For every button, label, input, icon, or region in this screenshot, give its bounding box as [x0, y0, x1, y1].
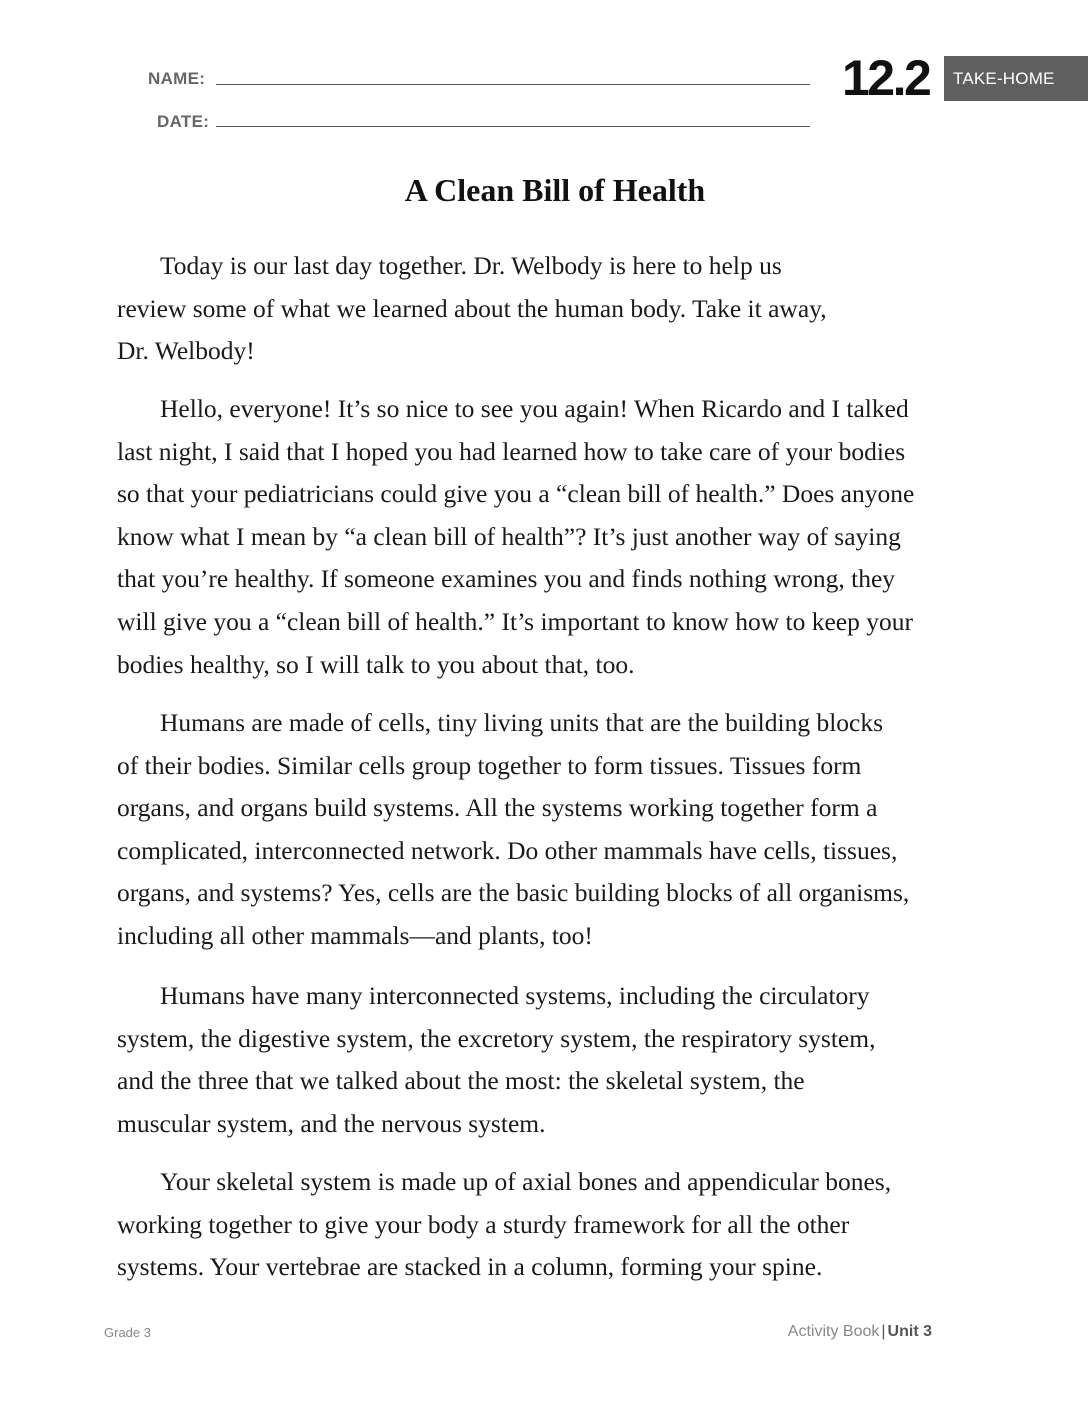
text-line: that you’re healthy. If someone examines you and finds nothing wrong, they: [117, 564, 896, 594]
footer-book-unit: [788, 1323, 932, 1341]
text-line: and the three that we talked about the most: the skeletal system, the: [117, 1066, 805, 1096]
text-line: muscular system, and the nervous system.: [117, 1108, 546, 1138]
text-line: Humans have many interconnected systems, including the circulatory: [160, 981, 870, 1010]
text-line: so that your pediatricians could give you a “clean bill of health.” Does anyone: [117, 479, 915, 509]
paragraph-5: [117, 1161, 1007, 1289]
text-line: Today is our last day together. Dr. Welbody is here to help us: [160, 251, 782, 280]
footer-book: Activity Book: [787, 1323, 880, 1340]
text-line: review some of what we learned about the human body. Take it away,: [117, 293, 827, 323]
text-line: organs, and organs build systems. All the systems working together form a: [117, 793, 878, 823]
footer-separator: |: [881, 1323, 886, 1340]
text-line: working together to give your body a sturdy framework for all the other: [117, 1209, 850, 1239]
text-line: Humans are made of cells, tiny living units that are the building blocks: [160, 708, 884, 737]
text-line: know what I mean by “a clean bill of health”? It’s just another way of saying: [117, 521, 901, 551]
text-line: Dr. Welbody!: [117, 336, 255, 366]
paragraph-2: [117, 388, 1007, 686]
date-line[interactable]: [216, 126, 810, 127]
paragraph-4: [117, 975, 1007, 1145]
text-line: complicated, interconnected network. Do other mammals have cells, tissues,: [117, 835, 898, 865]
text-line: systems. Your vertebrae are stacked in a column, forming your spine.: [117, 1252, 823, 1282]
text-line: Hello, everyone! It’s so nice to see you again! When Ricardo and I talked: [160, 394, 909, 423]
text-line: of their bodies. Similar cells group together to form tissues. Tissues form: [117, 750, 862, 780]
text-line: Your skeletal system is made up of axial bones and appendicular bones,: [160, 1167, 892, 1196]
page-title: A Clean Bill of Health: [404, 172, 706, 208]
name-line[interactable]: [216, 84, 810, 85]
text-line: will give you a “clean bill of health.” It’s important to know how to keep your: [117, 606, 913, 636]
text-line: last night, I said that I hoped you had learned how to take care of your bodies: [117, 436, 906, 466]
paragraph-1: [117, 245, 1007, 373]
text-line: organs, and systems? Yes, cells are the basic building blocks of all organisms,: [117, 878, 910, 908]
date-label: DATE:: [157, 112, 210, 131]
footer-grade: Grade 3: [104, 1325, 151, 1340]
text-line: system, the digestive system, the excretory system, the respiratory system,: [117, 1023, 876, 1053]
name-label: NAME:: [148, 69, 206, 88]
text-line: including all other mammals—and plants, too!: [117, 920, 593, 950]
lesson-number: 12.2: [842, 50, 930, 106]
take-home-tag: TAKE-HOME: [944, 56, 1088, 101]
paragraph-3: [117, 702, 1007, 958]
text-line: bodies healthy, so I will talk to you about that, too.: [117, 649, 635, 679]
footer-unit: Unit 3: [887, 1323, 932, 1340]
